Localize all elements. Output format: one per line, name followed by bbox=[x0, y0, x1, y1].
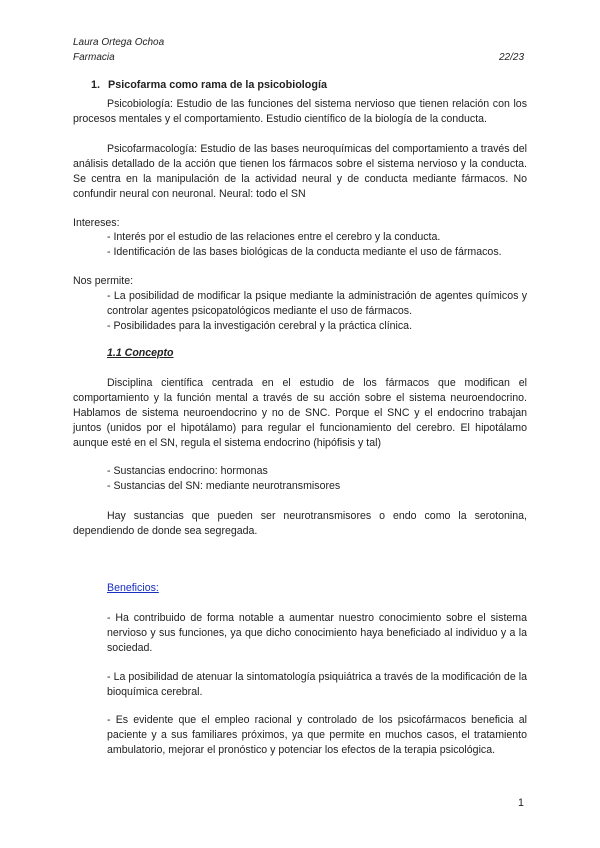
intereses-item: - Interés por el estudio de las relaciones entre el cerebro y la conducta. bbox=[107, 231, 441, 243]
beneficios-item: - Ha contribuido de forma notable a aumentar nuestro conocimiento sobre el sistema nervioso y sus funciones, ya que dicho conocimiento haya beneficiado al individuo y a la sociedad. bbox=[107, 612, 527, 654]
header-subject: Farmacia bbox=[73, 52, 115, 63]
section-1-title: Psicofarma como rama de la psicobiología bbox=[108, 79, 328, 91]
header-date: 22/23 bbox=[499, 52, 525, 63]
beneficios-heading: Beneficios: bbox=[107, 582, 159, 594]
permite-item: - Posibilidades para la investigación cerebral y la práctica clínica. bbox=[107, 320, 413, 332]
intereses-label: Intereses: bbox=[73, 217, 120, 229]
paragraph-psicobiologia: Psicobiología: Estudio de las funciones del sistema nervioso que tienen relación con los procesos mentales y el comportamiento. Estudio científico de la biología de la conducta. bbox=[73, 98, 527, 125]
beneficios-item: - Es evidente que el empleo racional y controlado de los psicofármacos beneficia al paciente y a sus familiares próximos, ya que permite en muchos casos, el tratamiento ambulatorio, mejorar el pronóstico y potenciar los efectos de la terapia psicológica. bbox=[107, 714, 527, 756]
beneficios-item: - La posibilidad de atenuar la sintomatología psiquiátrica a través de la modificación de la bioquímica cerebral. bbox=[107, 671, 527, 698]
section-1-1-title: 1.1 Concepto bbox=[107, 347, 174, 359]
section-1-number: 1. bbox=[91, 79, 101, 91]
intereses-item: - Identificación de las bases biológicas de la conducta mediante el uso de fármacos. bbox=[107, 246, 502, 258]
paragraph-serotonina: Hay sustancias que pueden ser neurotransmisores o endo como la serotonina, dependiendo de donde sea segregada. bbox=[73, 510, 527, 537]
paragraph-concepto: Disciplina científica centrada en el estudio de los fármacos que modifican el comportamiento y la función mental a través de su acción sobre el sistema neuroendocrino. Hablamos de sistema neuroendocrino y no de SNC. Porque el SNC y el endocrino trabajan juntos (unidos por el hipotálamo) para regular el funcionamiento del cerebro. El hipotálamo aunque esté en el SN, regula el sistema endocrino (hipófisis y tal) bbox=[73, 377, 527, 449]
sustancias-item: - Sustancias endocrino: hormonas bbox=[107, 465, 268, 477]
header-author: Laura Ortega Ochoa bbox=[73, 37, 165, 48]
paragraph-psicofarmacologia: Psicofarmacología: Estudio de las bases neuroquímicas del comportamiento a través del análisis detallado de la acción que tienen los fármacos sobre el sistema nervioso y la conducta. Se centra en la manipulación de la actividad neural y de conducta mediante fármacos. No confundir neural con neuronal. Neural: todo el SN bbox=[73, 143, 527, 200]
permite-label: Nos permite: bbox=[73, 275, 134, 287]
sustancias-item: - Sustancias del SN: mediante neurotransmisores bbox=[107, 480, 341, 492]
permite-item: - La posibilidad de modificar la psique mediante la administración de agentes químicos y controlar agentes psicopatológicos mediante el uso de fármacos. bbox=[107, 290, 527, 317]
page-number: 1 bbox=[518, 797, 524, 809]
